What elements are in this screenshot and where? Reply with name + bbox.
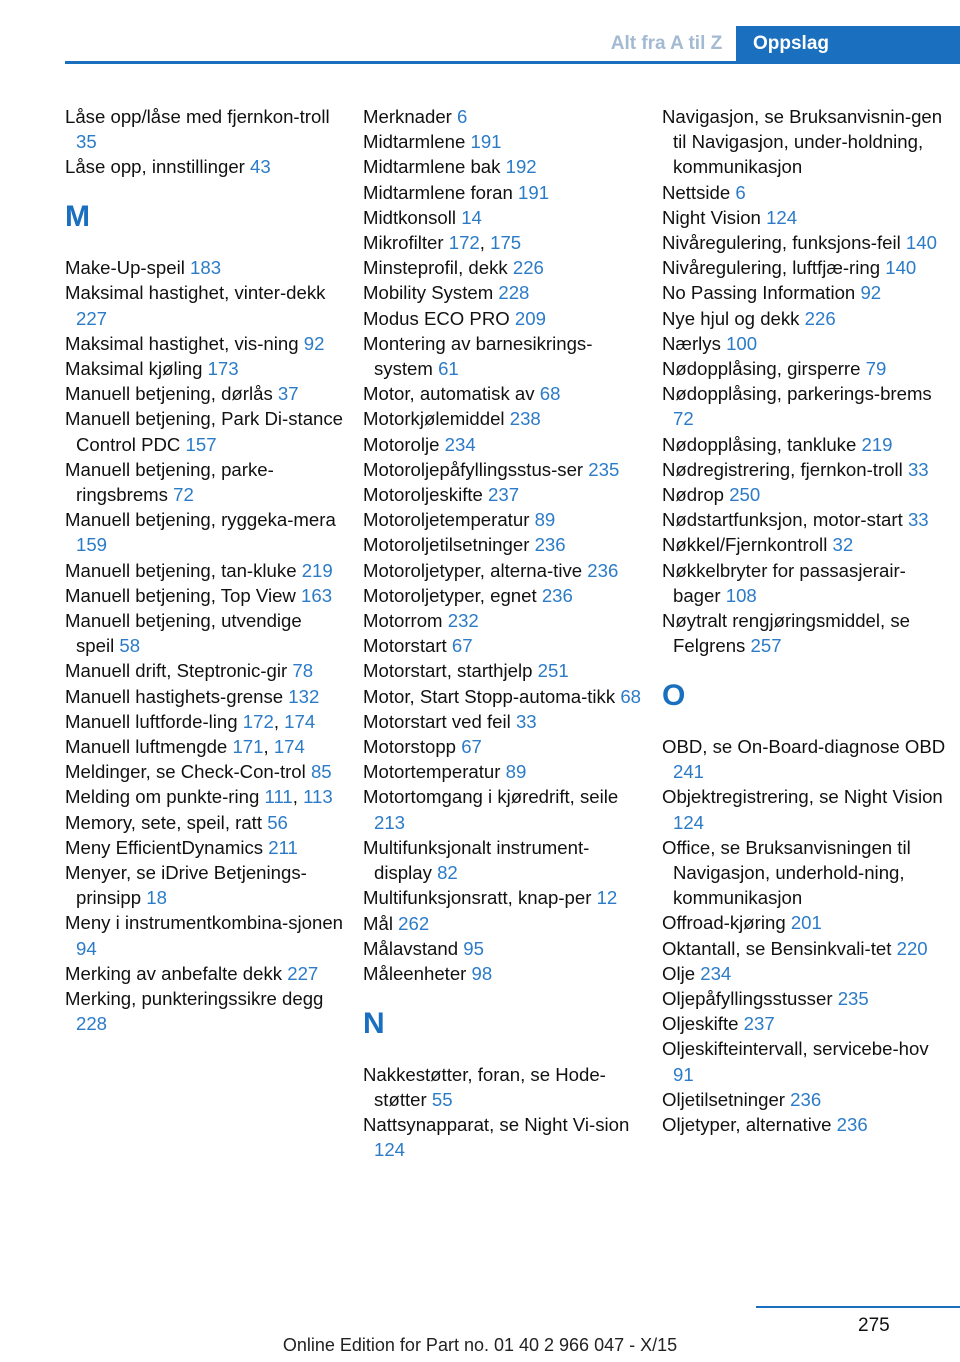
page-reference-link[interactable]: 55 xyxy=(431,1088,453,1110)
index-entry: Manuell luftforde-ling 172, 174 xyxy=(65,710,316,732)
index-entry xyxy=(363,936,643,961)
index-entry xyxy=(65,608,345,658)
page-reference-link[interactable]: 58 xyxy=(119,635,141,657)
index-entry-term: Motor, automatisk av xyxy=(363,383,535,405)
page-reference-link[interactable]: 219 xyxy=(301,559,333,581)
index-entry-term: Offroad-kjøring xyxy=(662,912,786,934)
header-rule xyxy=(65,61,960,64)
page-reference-link[interactable]: 124 xyxy=(766,206,798,228)
page-reference-link[interactable]: 236 xyxy=(534,534,566,556)
page-reference-link[interactable]: 172 xyxy=(448,232,480,254)
index-entry xyxy=(662,608,952,658)
index-entry xyxy=(363,658,643,683)
page-reference-link[interactable]: 100 xyxy=(726,332,758,354)
index-entry xyxy=(65,759,345,784)
page-reference-link[interactable]: 6 xyxy=(735,181,746,203)
index-entry xyxy=(363,558,643,583)
page-reference-link[interactable]: 140 xyxy=(885,257,917,279)
index-entry-term: Måleenheter xyxy=(363,962,467,984)
index-entry xyxy=(662,306,952,331)
index-entry-term: Manuell luftmengde xyxy=(65,736,228,758)
index-entry-term: Modus ECO PRO xyxy=(363,307,510,329)
index-entry-term: Motorkjølemiddel xyxy=(363,408,505,430)
index-entry xyxy=(363,432,643,457)
index-entry-term: Nødopplåsing, girsperre xyxy=(662,358,861,380)
index-entry xyxy=(65,684,345,709)
index-entry xyxy=(65,810,345,835)
page-reference-link[interactable]: 234 xyxy=(444,433,476,455)
index-entry-term: Mål xyxy=(363,912,393,934)
page-reference-link[interactable]: 235 xyxy=(837,988,869,1010)
index-entry-term: Motorstart ved feil xyxy=(363,710,511,732)
index-letter-heading: M xyxy=(65,200,90,234)
index-entry xyxy=(363,255,643,280)
index-entry xyxy=(662,784,952,834)
page-reference-link[interactable]: 175 xyxy=(490,232,522,254)
page-number: 275 xyxy=(858,1315,890,1336)
index-entry-term: Nødregistrering, fjernkon-troll xyxy=(662,458,903,480)
index-entry-term: Manuell betjening, ryggeka-mera xyxy=(65,509,336,531)
index-entry-term: Oljeskifteintervall, servicebe-hov xyxy=(662,1038,929,1060)
index-entry xyxy=(65,910,345,960)
index-entry-term: Merking av anbefalte dekk xyxy=(65,962,283,984)
index-entry xyxy=(363,734,643,759)
index-letter-heading: O xyxy=(662,679,686,713)
index-entry-term: Motoroljeskifte xyxy=(363,484,483,506)
page-reference-link[interactable]: 159 xyxy=(76,534,108,556)
index-entry xyxy=(363,306,643,331)
index-entry: Mikrofilter 172, 175 xyxy=(363,232,522,254)
page-reference-link[interactable]: 85 xyxy=(310,761,332,783)
index-entry-term: Minsteprofil, dekk xyxy=(363,257,508,279)
index-entry xyxy=(65,583,345,608)
footer-edition: Online Edition for Part no. 01 40 2 966 047 - X/15 xyxy=(282,1335,678,1355)
index-entry xyxy=(363,633,643,658)
index-entry xyxy=(65,986,345,1036)
index-entry xyxy=(65,331,345,356)
index-entry xyxy=(363,180,643,205)
page-reference-link[interactable]: 232 xyxy=(447,610,479,632)
index-entry xyxy=(65,961,345,986)
index-entry xyxy=(662,910,952,935)
index-entry-term: Motoroljetilsetninger xyxy=(363,534,530,556)
index-entry-term: Målavstand xyxy=(363,937,459,959)
index-entry xyxy=(65,154,345,179)
index-entry xyxy=(662,381,952,431)
index-entry-term: Midtarmlene foran xyxy=(363,181,513,203)
page-reference-link[interactable]: 67 xyxy=(461,736,482,758)
page-reference-link[interactable]: 157 xyxy=(185,433,217,455)
index-entry-term: Oljetilsetninger xyxy=(662,1088,785,1110)
page-reference-link[interactable]: 56 xyxy=(267,811,288,833)
index-entry-term: Night Vision xyxy=(662,206,761,228)
page-reference-link[interactable]: 236 xyxy=(790,1088,822,1110)
index-entry xyxy=(65,457,345,507)
page-reference-link[interactable]: 174 xyxy=(273,736,305,758)
index-entry xyxy=(65,381,345,406)
page-reference-link[interactable]: 234 xyxy=(700,962,732,984)
index-entry-term: Motor, Start Stopp-automa-tikk xyxy=(363,685,616,707)
index-entry xyxy=(662,1011,952,1036)
index-entry xyxy=(662,734,952,784)
page-reference-link[interactable]: 95 xyxy=(463,937,484,959)
index-entry xyxy=(65,104,345,154)
page-reference-link[interactable]: 238 xyxy=(509,408,541,430)
index-entry-term: Objektregistrering, se Night Vision xyxy=(662,786,943,808)
index-entry xyxy=(363,709,643,734)
page-reference-link[interactable]: 262 xyxy=(398,912,430,934)
page-reference-link[interactable]: 236 xyxy=(836,1114,868,1136)
index-entry xyxy=(65,860,345,910)
index-entry xyxy=(363,280,643,305)
page-reference-link[interactable]: 94 xyxy=(76,937,97,959)
index-entry-term: Nye hjul og dekk xyxy=(662,307,800,329)
page-reference-link[interactable]: 6 xyxy=(457,106,468,127)
index-entry-term: Motoroljetyper, alterna-tive xyxy=(363,559,583,581)
index-entry xyxy=(65,406,345,456)
index-entry-term: Nødstartfunksjon, motor-start xyxy=(662,509,903,531)
page-reference-link[interactable]: 98 xyxy=(471,962,493,984)
page-reference-link[interactable]: 174 xyxy=(284,710,316,732)
index-entry xyxy=(65,658,345,683)
page-reference-link[interactable]: 67 xyxy=(451,635,473,657)
index-entry xyxy=(363,104,643,129)
page-reference-link[interactable]: 33 xyxy=(907,458,929,480)
index-entry-term: Maksimal hastighet, vinter-dekk xyxy=(65,282,326,304)
index-entry xyxy=(662,1036,952,1086)
index-entry xyxy=(363,583,643,608)
page-reference-link[interactable]: 228 xyxy=(76,1013,108,1035)
index-entry-term: OBD, se On-Board-diagnose OBD xyxy=(662,736,946,758)
index-entry xyxy=(662,835,952,911)
page-reference-link[interactable]: 113 xyxy=(303,786,333,808)
index-entry-term: Manuell luftforde-ling xyxy=(65,710,238,732)
index-entry xyxy=(363,684,643,709)
index-entry-term: Nattsynapparat, se Night Vi-sion xyxy=(363,1114,630,1136)
index-entry xyxy=(662,104,952,180)
index-entry xyxy=(363,129,643,154)
index-column-3 xyxy=(662,104,952,1137)
page-reference-link[interactable]: 132 xyxy=(288,685,320,707)
page-reference-link[interactable]: 72 xyxy=(173,484,194,506)
page-reference-link[interactable]: 111 xyxy=(264,786,293,808)
page-reference-link[interactable]: 43 xyxy=(250,156,271,178)
index-entry xyxy=(65,835,345,860)
page-reference-link[interactable]: 91 xyxy=(673,1063,694,1085)
index-entry-term: Oljepåfyllingsstusser xyxy=(662,988,833,1010)
index-entry-term: Melding om punkte-ring xyxy=(65,786,260,808)
index-entry xyxy=(662,532,952,557)
index-entry-term: Nettside xyxy=(662,181,731,203)
index-entry-term: Oktantall, se Bensinkvali-tet xyxy=(662,937,892,959)
chapter-tab[interactable]: Oppslag xyxy=(736,26,960,61)
index-entry xyxy=(363,331,643,381)
page-reference-link[interactable]: 226 xyxy=(512,257,544,279)
page-reference-link[interactable]: 124 xyxy=(374,1139,406,1161)
page-reference-link[interactable]: 191 xyxy=(470,131,502,153)
index-entry-term: Memory, sete, speil, ratt xyxy=(65,811,263,833)
index-entry xyxy=(662,507,952,532)
index-entry xyxy=(363,608,643,633)
index-entry xyxy=(65,356,345,381)
page-reference-link[interactable]: 250 xyxy=(729,484,761,506)
index-entry xyxy=(363,961,643,986)
page-number-rule xyxy=(756,1306,960,1308)
index-entry-term: Motoroljetyper, egnet xyxy=(363,584,537,606)
index-entry-term: Maksimal kjøling xyxy=(65,358,203,379)
page-reference-link[interactable]: 191 xyxy=(518,181,550,203)
index-entry xyxy=(363,154,643,179)
index-entry xyxy=(65,280,345,330)
index-entry-term: Midtkonsoll xyxy=(363,206,457,228)
page-reference-link[interactable]: 209 xyxy=(514,307,546,329)
index-entry-term: Nødopplåsing, parkerings-brems xyxy=(662,383,932,405)
page-reference-link[interactable]: 79 xyxy=(865,358,887,380)
index-entry-term: No Passing Information xyxy=(662,282,856,304)
index-entry xyxy=(662,280,952,305)
page-reference-link[interactable]: 241 xyxy=(673,761,705,783)
page-reference-link[interactable]: 124 xyxy=(673,811,705,833)
index-entry xyxy=(662,936,952,961)
index-entry: Manuell luftmengde 171, 174 xyxy=(65,736,305,758)
index-entry-term: Oljeskifte xyxy=(662,1013,739,1035)
index-entry xyxy=(662,1112,952,1137)
page-reference-link[interactable]: 213 xyxy=(374,811,406,833)
page-reference-link[interactable]: 219 xyxy=(861,433,893,455)
page-reference-link[interactable]: 14 xyxy=(461,206,482,228)
index-entry xyxy=(363,784,643,834)
page-reference-link[interactable]: 72 xyxy=(673,408,694,430)
index-entry-term: Merking, punkteringssikre degg xyxy=(65,988,324,1010)
page-reference-link[interactable]: 171 xyxy=(232,736,264,758)
page-reference-link[interactable]: 251 xyxy=(537,660,569,682)
index-entry xyxy=(662,230,952,255)
index-entry xyxy=(363,457,643,482)
index-entry xyxy=(662,331,952,356)
index-entry-term: Nødopplåsing, tankluke xyxy=(662,433,857,455)
index-entry-term: Meny EfficientDynamics xyxy=(65,836,264,858)
index-entry-term: Mobility System xyxy=(363,282,494,304)
page-reference-link[interactable]: 61 xyxy=(438,358,459,380)
index-entry-term: Multifunksjonsratt, knap-per xyxy=(363,887,592,909)
page-reference-link[interactable]: 235 xyxy=(588,458,620,480)
page-reference-link[interactable]: 192 xyxy=(505,156,537,178)
index-entry-term: Olje xyxy=(662,962,696,984)
index-entry-term: Motoroljepåfyllingsstus-ser xyxy=(363,458,584,480)
index-entry-term: Manuell hastighets-grense xyxy=(65,685,284,707)
page-reference-link[interactable]: 32 xyxy=(832,534,854,556)
page-reference-link[interactable]: 227 xyxy=(287,962,319,984)
page-reference-link[interactable]: 89 xyxy=(534,509,556,531)
index-entry xyxy=(662,432,952,457)
index-entry-term: Menyer, se iDrive Betjenings-prinsipp xyxy=(65,862,307,909)
index-entry xyxy=(363,759,643,784)
index-entry xyxy=(65,255,345,280)
index-entry xyxy=(662,1087,952,1112)
page-reference-link[interactable]: 18 xyxy=(146,887,167,909)
page-reference-link[interactable]: 201 xyxy=(790,912,822,934)
page-reference-link[interactable]: 92 xyxy=(860,282,882,304)
index-letter-heading: N xyxy=(363,1006,385,1040)
index-entry xyxy=(662,482,952,507)
index-entry xyxy=(662,255,952,280)
index-entry-term: Meldinger, se Check-Con-trol xyxy=(65,761,306,783)
index-entry-term: Multifunksjonalt instrument-display xyxy=(363,836,590,884)
index-entry xyxy=(363,381,643,406)
index-entry-term: Motorstopp xyxy=(363,736,457,758)
index-entry-term: Manuell betjening, Park Di-stance Control PDC xyxy=(65,408,344,455)
index-entry xyxy=(363,482,643,507)
index-entry xyxy=(65,507,345,557)
index-entry-term: Manuell betjening, parke-ringsbrems xyxy=(65,458,274,506)
page-reference-link[interactable]: 172 xyxy=(242,710,274,732)
page-reference-link[interactable]: 68 xyxy=(620,685,642,707)
page-reference-link[interactable]: 140 xyxy=(905,232,937,254)
index-entry xyxy=(662,986,952,1011)
index-entry-term: Navigasjon, se Bruksanvisnin-gen til Navigasjon, under-holdning, kommunikasjon xyxy=(662,106,943,178)
index-entry-term: Låse opp/låse med fjernkon-troll xyxy=(65,106,330,127)
index-entry xyxy=(363,205,643,230)
index-entry-term: Manuell drift, Steptronic-gir xyxy=(65,660,288,682)
page-reference-link[interactable]: 89 xyxy=(505,761,527,783)
page-reference-link[interactable]: 35 xyxy=(76,131,97,153)
index-entry xyxy=(363,532,643,557)
page-reference-link[interactable]: 12 xyxy=(596,887,618,909)
index-entry-term: Maksimal hastighet, vis-ning xyxy=(65,332,299,354)
page-reference-link[interactable]: 236 xyxy=(587,559,619,581)
index-column-2 xyxy=(363,104,643,1163)
index-entry-term: Nærlys xyxy=(662,332,721,354)
index-entry xyxy=(363,1112,643,1162)
page-reference-link[interactable]: 226 xyxy=(804,307,836,329)
index-entry xyxy=(363,835,643,885)
index-entry-term: Manuell betjening, tan-kluke xyxy=(65,559,297,581)
page-reference-link[interactable]: 108 xyxy=(725,584,757,606)
index-entry xyxy=(662,558,952,608)
index-entry-term: Nødrop xyxy=(662,484,725,506)
index-entry-term: Midtarmlene xyxy=(363,131,466,153)
index-entry: Melding om punkte-ring 111, 113 xyxy=(65,786,333,808)
index-entry-term: Låse opp, innstillinger xyxy=(65,156,245,178)
index-entry xyxy=(363,507,643,532)
index-entry-term: Nivåregulering, funksjons-feil xyxy=(662,232,901,254)
page-reference-link[interactable]: 237 xyxy=(488,484,520,506)
page-reference-link[interactable]: 257 xyxy=(750,635,782,657)
index-entry-term: Office, se Bruksanvisningen til Navigasjon, underhold-ning, kommunikasjon xyxy=(662,836,911,909)
index-entry-term: Make-Up-speil xyxy=(65,257,185,279)
page-reference-link[interactable]: 228 xyxy=(498,282,530,304)
index-column-1 xyxy=(65,104,345,1036)
page-reference-link[interactable]: 33 xyxy=(515,710,537,732)
index-entry xyxy=(363,911,643,936)
page-reference-link[interactable]: 173 xyxy=(207,358,239,379)
index-entry xyxy=(662,356,952,381)
index-entry-term: Manuell betjening, dørlås xyxy=(65,383,273,405)
page-reference-link[interactable]: 37 xyxy=(277,383,299,405)
index-entry xyxy=(662,457,952,482)
page-reference-link[interactable]: 227 xyxy=(76,307,108,329)
index-entry-term: Manuell betjening, Top View xyxy=(65,584,296,606)
index-entry-term: Manuell betjening, utvendige speil xyxy=(65,610,302,657)
index-entry-term: Motortemperatur xyxy=(363,761,501,783)
index-entry-term: Oljetyper, alternative xyxy=(662,1114,832,1136)
page-reference-link[interactable]: 78 xyxy=(292,660,314,682)
page-reference-link[interactable]: 82 xyxy=(437,862,458,884)
index-entry-term: Motoroljetemperatur xyxy=(363,509,530,531)
index-entry xyxy=(363,1062,643,1112)
index-entry xyxy=(662,180,952,205)
index-entry-term: Montering av barnesikrings-system xyxy=(363,332,593,380)
index-entry-term: Motortomgang i kjøredrift, seile xyxy=(363,786,619,808)
page-reference-link[interactable]: 211 xyxy=(268,836,298,858)
page-reference-link[interactable]: 163 xyxy=(301,584,333,606)
page-reference-link[interactable]: 237 xyxy=(743,1013,775,1035)
index-entry-term: Motorolje xyxy=(363,433,440,455)
page-reference-link[interactable]: 33 xyxy=(907,509,929,531)
page-reference-link[interactable]: 183 xyxy=(190,257,222,279)
index-entry xyxy=(662,205,952,230)
index-entry-term: Nakkestøtter, foran, se Hode-støtter xyxy=(363,1063,606,1110)
index-entry-term: Motorstart, starthjelp xyxy=(363,660,533,682)
index-entry xyxy=(662,961,952,986)
page-reference-link[interactable]: 220 xyxy=(896,937,928,959)
section-tab[interactable]: Alt fra A til Z xyxy=(610,32,723,54)
index-entry-term: Mikrofilter xyxy=(363,232,444,254)
page-reference-link[interactable]: 68 xyxy=(539,383,561,405)
index-entry-term: Nøkkel/Fjernkontroll xyxy=(662,534,828,556)
index-entry-term: Nivåregulering, luftfjæ-ring xyxy=(662,257,881,279)
index-entry-term: Motorstart xyxy=(363,635,447,657)
index-entry xyxy=(363,885,643,910)
index-entry xyxy=(363,406,643,431)
index-entry-term: Motorrom xyxy=(363,610,443,632)
page-reference-link[interactable]: 92 xyxy=(303,332,325,354)
index-entry-term: Merknader xyxy=(363,106,452,127)
index-entry xyxy=(65,558,345,583)
page-reference-link[interactable]: 236 xyxy=(541,584,573,606)
index-entry-term: Midtarmlene bak xyxy=(363,156,501,178)
index-entry-term: Nøkkelbryter for passasjerair-bager xyxy=(662,559,906,606)
index-entry-term: Meny i instrumentkombina-sjonen xyxy=(65,912,343,934)
index-entry-term: Nøytralt rengjøringsmiddel, se Felgrens xyxy=(662,610,910,657)
